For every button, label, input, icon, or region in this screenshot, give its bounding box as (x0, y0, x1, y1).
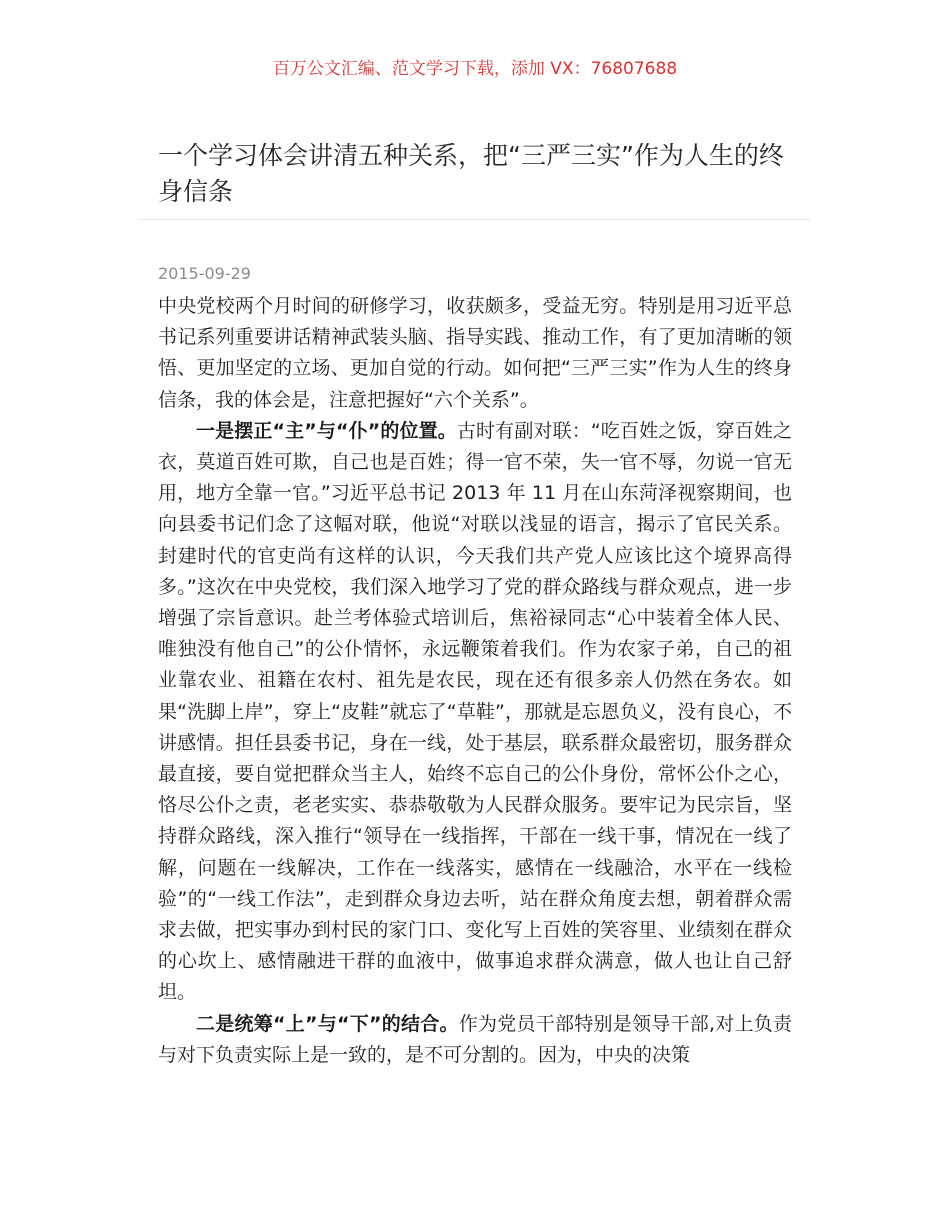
intro-paragraph: 中央党校两个月时间的研修学习，收获颇多，受益无穷。特别是用习近平总书记系列重要讲话精神武装头脑、指导实践、推动工作，有了更加清晰的领悟、更加坚定的立场、更加自觉的行动。如何把“三严三实”作为人生的终身信条，我的体会是，注意把握好“六个关系”。 (158, 295, 792, 411)
article-title: 一个学习体会讲清五种关系，把“三严三实”作为人生的终身信条 (158, 141, 784, 206)
download-banner: 百万公文汇编、范文学习下载，添加 VX：76807688 (272, 59, 678, 79)
publish-date: 2015-09-29 (158, 264, 251, 283)
section-paragraph-2 (158, 1009, 792, 1071)
title-divider (140, 219, 810, 220)
section-heading-1: 一是摆正“主”与“仆”的位置。 (196, 419, 457, 442)
section-paragraph-1 (158, 416, 792, 1009)
article-body (158, 291, 792, 1071)
section-text-2: 作为党员干部特别是领导干部,对上负责与对下负责实际上是一致的，是不可分割的。因为，中央的决策 (158, 1012, 792, 1066)
section-text-1: 古时有副对联：“吃百姓之饭，穿百姓之衣，莫道百姓可欺，自己也是百姓；得一官不荣，失一官不辱，勿说一官无用，地方全靠一官。”习近平总书记 2013 年 11 月在山东菏泽视察期间，也向县委书记们念了这幅对联，他说“对联以浅显的语言，揭示了官民关系。封建时代的官吏尚有这样的认识，今天我们共产党人应该比这个境界高得多。”这次在中央党校，我们深入地学习了党的群众路线与群众观点，进一步增强了宗旨意识。赴兰考体验式培训后，焦裕禄同志“心中装着全体人民、唯独没有他自己”的公仆情怀，永远鞭策着我们。作为农家子弟，自己的祖业靠农业、祖籍在农村、祖先是农民，现在还有很多亲人仍然在务农。如果“洗脚上岸”，穿上“皮鞋”就忘了“草鞋”，那就是忘恩负义，没有良心，不讲感情。担任县委书记，身在一线，处于基层，联系群众最密切，服务群众最直接，要自觉把群众当主人，始终不忘自己的公仆身份，常怀公仆之心，恪尽公仆之责，老老实实、恭恭敬敬为人民群众服务。要牢记为民宗旨，坚持群众路线，深入推行“领导在一线指挥，干部在一线干事，情况在一线了解，问题在一线解决，工作在一线落实，感情在一线融洽，水平在一线检验”的“一线工作法”，走到群众身边去听，站在群众角度去想，朝着群众需求去做，把实事办到村民的家门口、变化写上百姓的笑容里、业绩刻在群众的心坎上、感情融进干群的血液中，做事追求群众满意，做人也让自己舒坦。 (158, 419, 792, 1004)
section-heading-2: 二是统筹“上”与“下”的结合。 (196, 1012, 459, 1035)
